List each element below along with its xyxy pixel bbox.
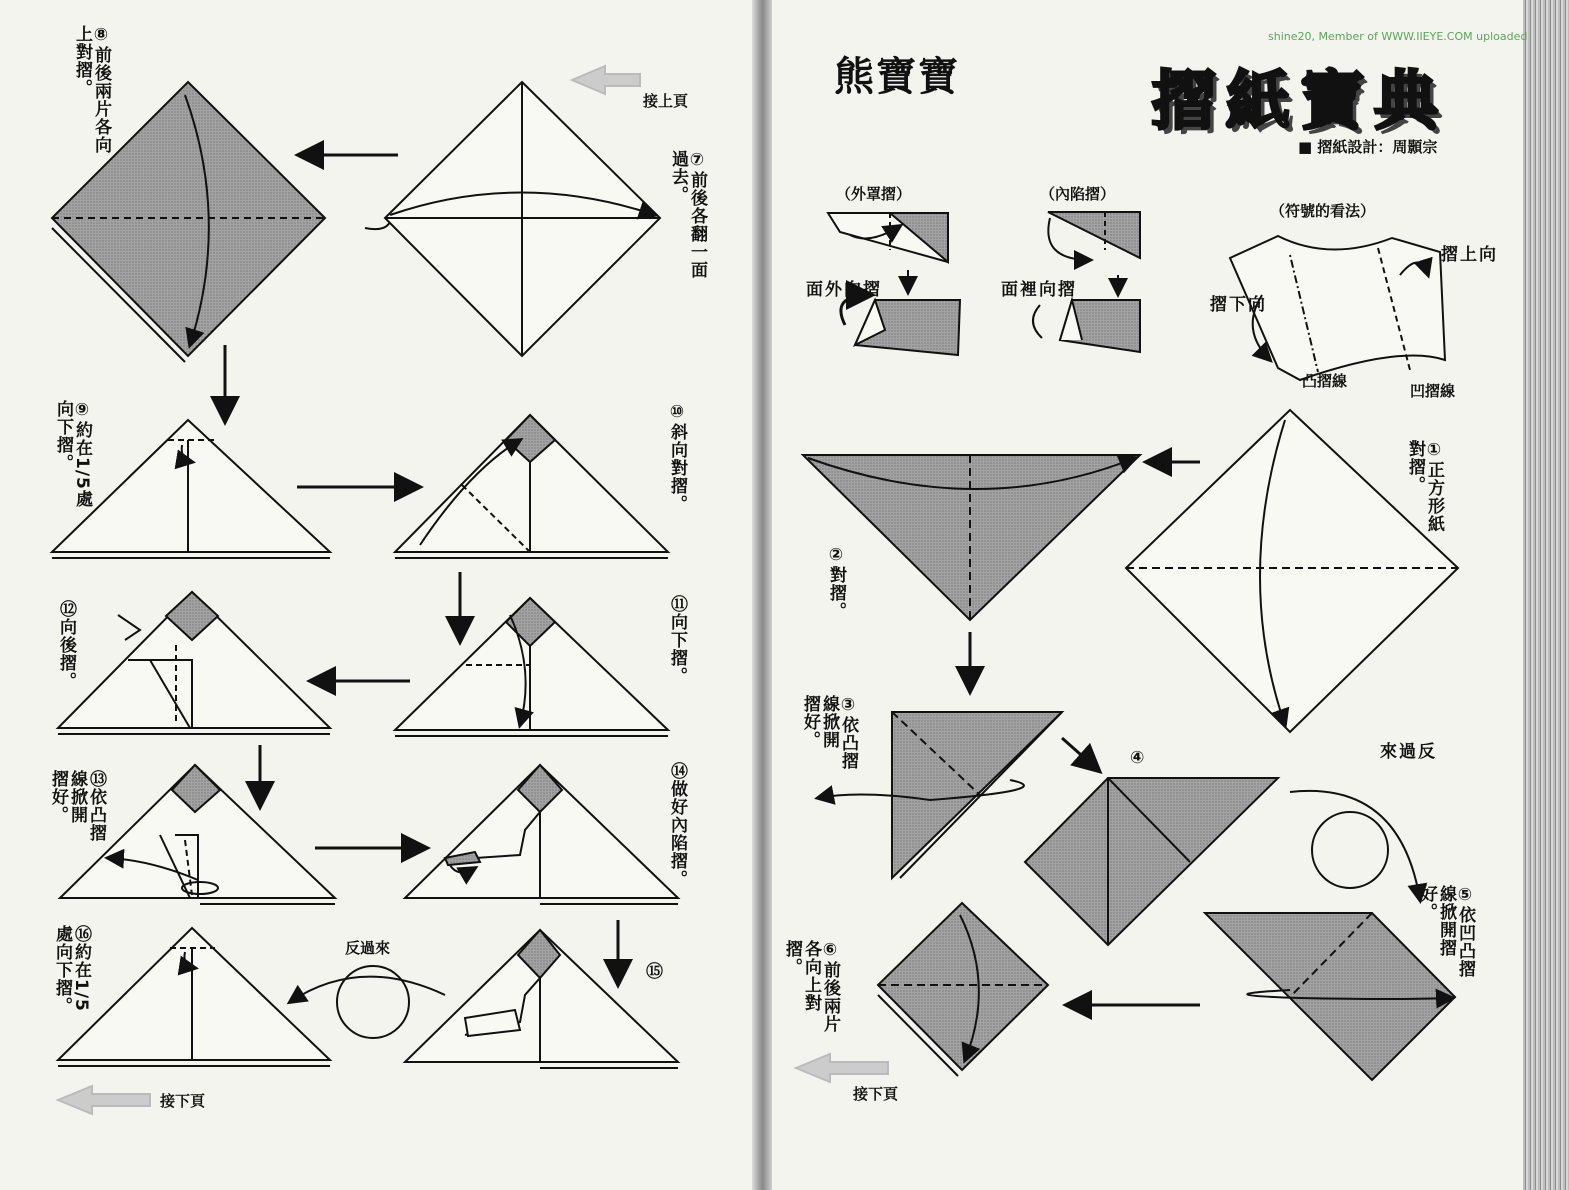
step10-caption: ⑩斜向對摺。	[667, 402, 687, 513]
step16-caption: ⑯約在1/5 處向下摺。	[52, 925, 91, 1015]
step12-caption: ⑫向後摺。	[56, 600, 76, 690]
legend-fold-in: 摺 向 裡 面	[997, 280, 1074, 298]
legend-fold-up: 向 上 摺	[1437, 245, 1495, 263]
book-title: 摺紙寶典	[1152, 65, 1448, 139]
flip-label-left: 反過來	[345, 939, 391, 957]
continue-arrow-bottom-right	[796, 1054, 888, 1082]
continue-arrow-bottom-left	[58, 1086, 150, 1114]
page-title: 熊寶寶	[834, 54, 960, 100]
continue-to-label-right: 接下頁	[853, 1085, 899, 1103]
step7-caption: ⑦前後各翻一面 過去。	[668, 150, 707, 279]
step15-caption: ⑮	[646, 962, 663, 982]
legend-valley-fold: 凹摺線	[1410, 382, 1456, 400]
design-credit: ■ 摺紙設計：周顥宗	[1298, 138, 1438, 156]
step10-figure	[395, 415, 668, 558]
step6-figure	[878, 903, 1048, 1076]
legend-symbols-label: （符號的看法）	[1270, 202, 1376, 220]
step2-figure	[803, 455, 1140, 620]
step14-figure	[405, 765, 678, 904]
step1-caption: ①正方形紙 對摺。	[1405, 440, 1444, 533]
step16-figure	[58, 928, 330, 1066]
step12-figure	[58, 592, 330, 734]
continue-from-label: 接上頁	[643, 92, 689, 110]
step11-figure	[395, 598, 668, 736]
continue-arrow-top	[572, 66, 640, 94]
step3-caption: ③依凸摺 線掀開 摺好。	[800, 695, 858, 770]
watermark: shine20, Member of WWW.IIEYE.COM uploaded	[1268, 30, 1528, 43]
legend-inner-fold-label: （內陷摺）	[1040, 185, 1116, 203]
flip-symbol-left	[290, 966, 445, 1038]
step15-figure	[405, 930, 678, 1068]
step14-caption: ⑭做好內陷摺。	[667, 762, 687, 888]
step9-caption: ⑨約在1/5處 向下摺。	[53, 400, 92, 508]
step13-caption: ⑬依凸摺 線掀開 摺好。	[48, 770, 106, 842]
step4-caption: ④	[1130, 748, 1145, 768]
step7-figure	[365, 82, 660, 356]
legend-mountain-fold: 凸摺線	[1302, 372, 1348, 390]
step2-caption: ②對摺。	[826, 545, 846, 620]
step6-caption: ⑥前後兩片 各向上對 摺。	[782, 940, 840, 1033]
flip-symbol-right	[1290, 791, 1420, 900]
arrow-3-to-4	[1062, 738, 1098, 770]
legend-fold-out: 摺 向 外 面	[802, 280, 879, 298]
step11-caption: ⑪向下摺。	[667, 595, 687, 685]
step8-caption: ⑧前後兩片各向 上對摺。	[72, 25, 111, 154]
step5-caption: ⑤依凹凸摺 線掀開摺 好。	[1417, 885, 1475, 978]
legend-outer-fold-label: （外罩摺）	[836, 185, 912, 203]
step9-figure	[52, 420, 330, 558]
flip-label-right: 反 過 來	[1376, 742, 1434, 760]
legend-fold-down: 向 下 摺	[1206, 295, 1264, 313]
continue-to-label-left: 接下頁	[160, 1092, 206, 1110]
